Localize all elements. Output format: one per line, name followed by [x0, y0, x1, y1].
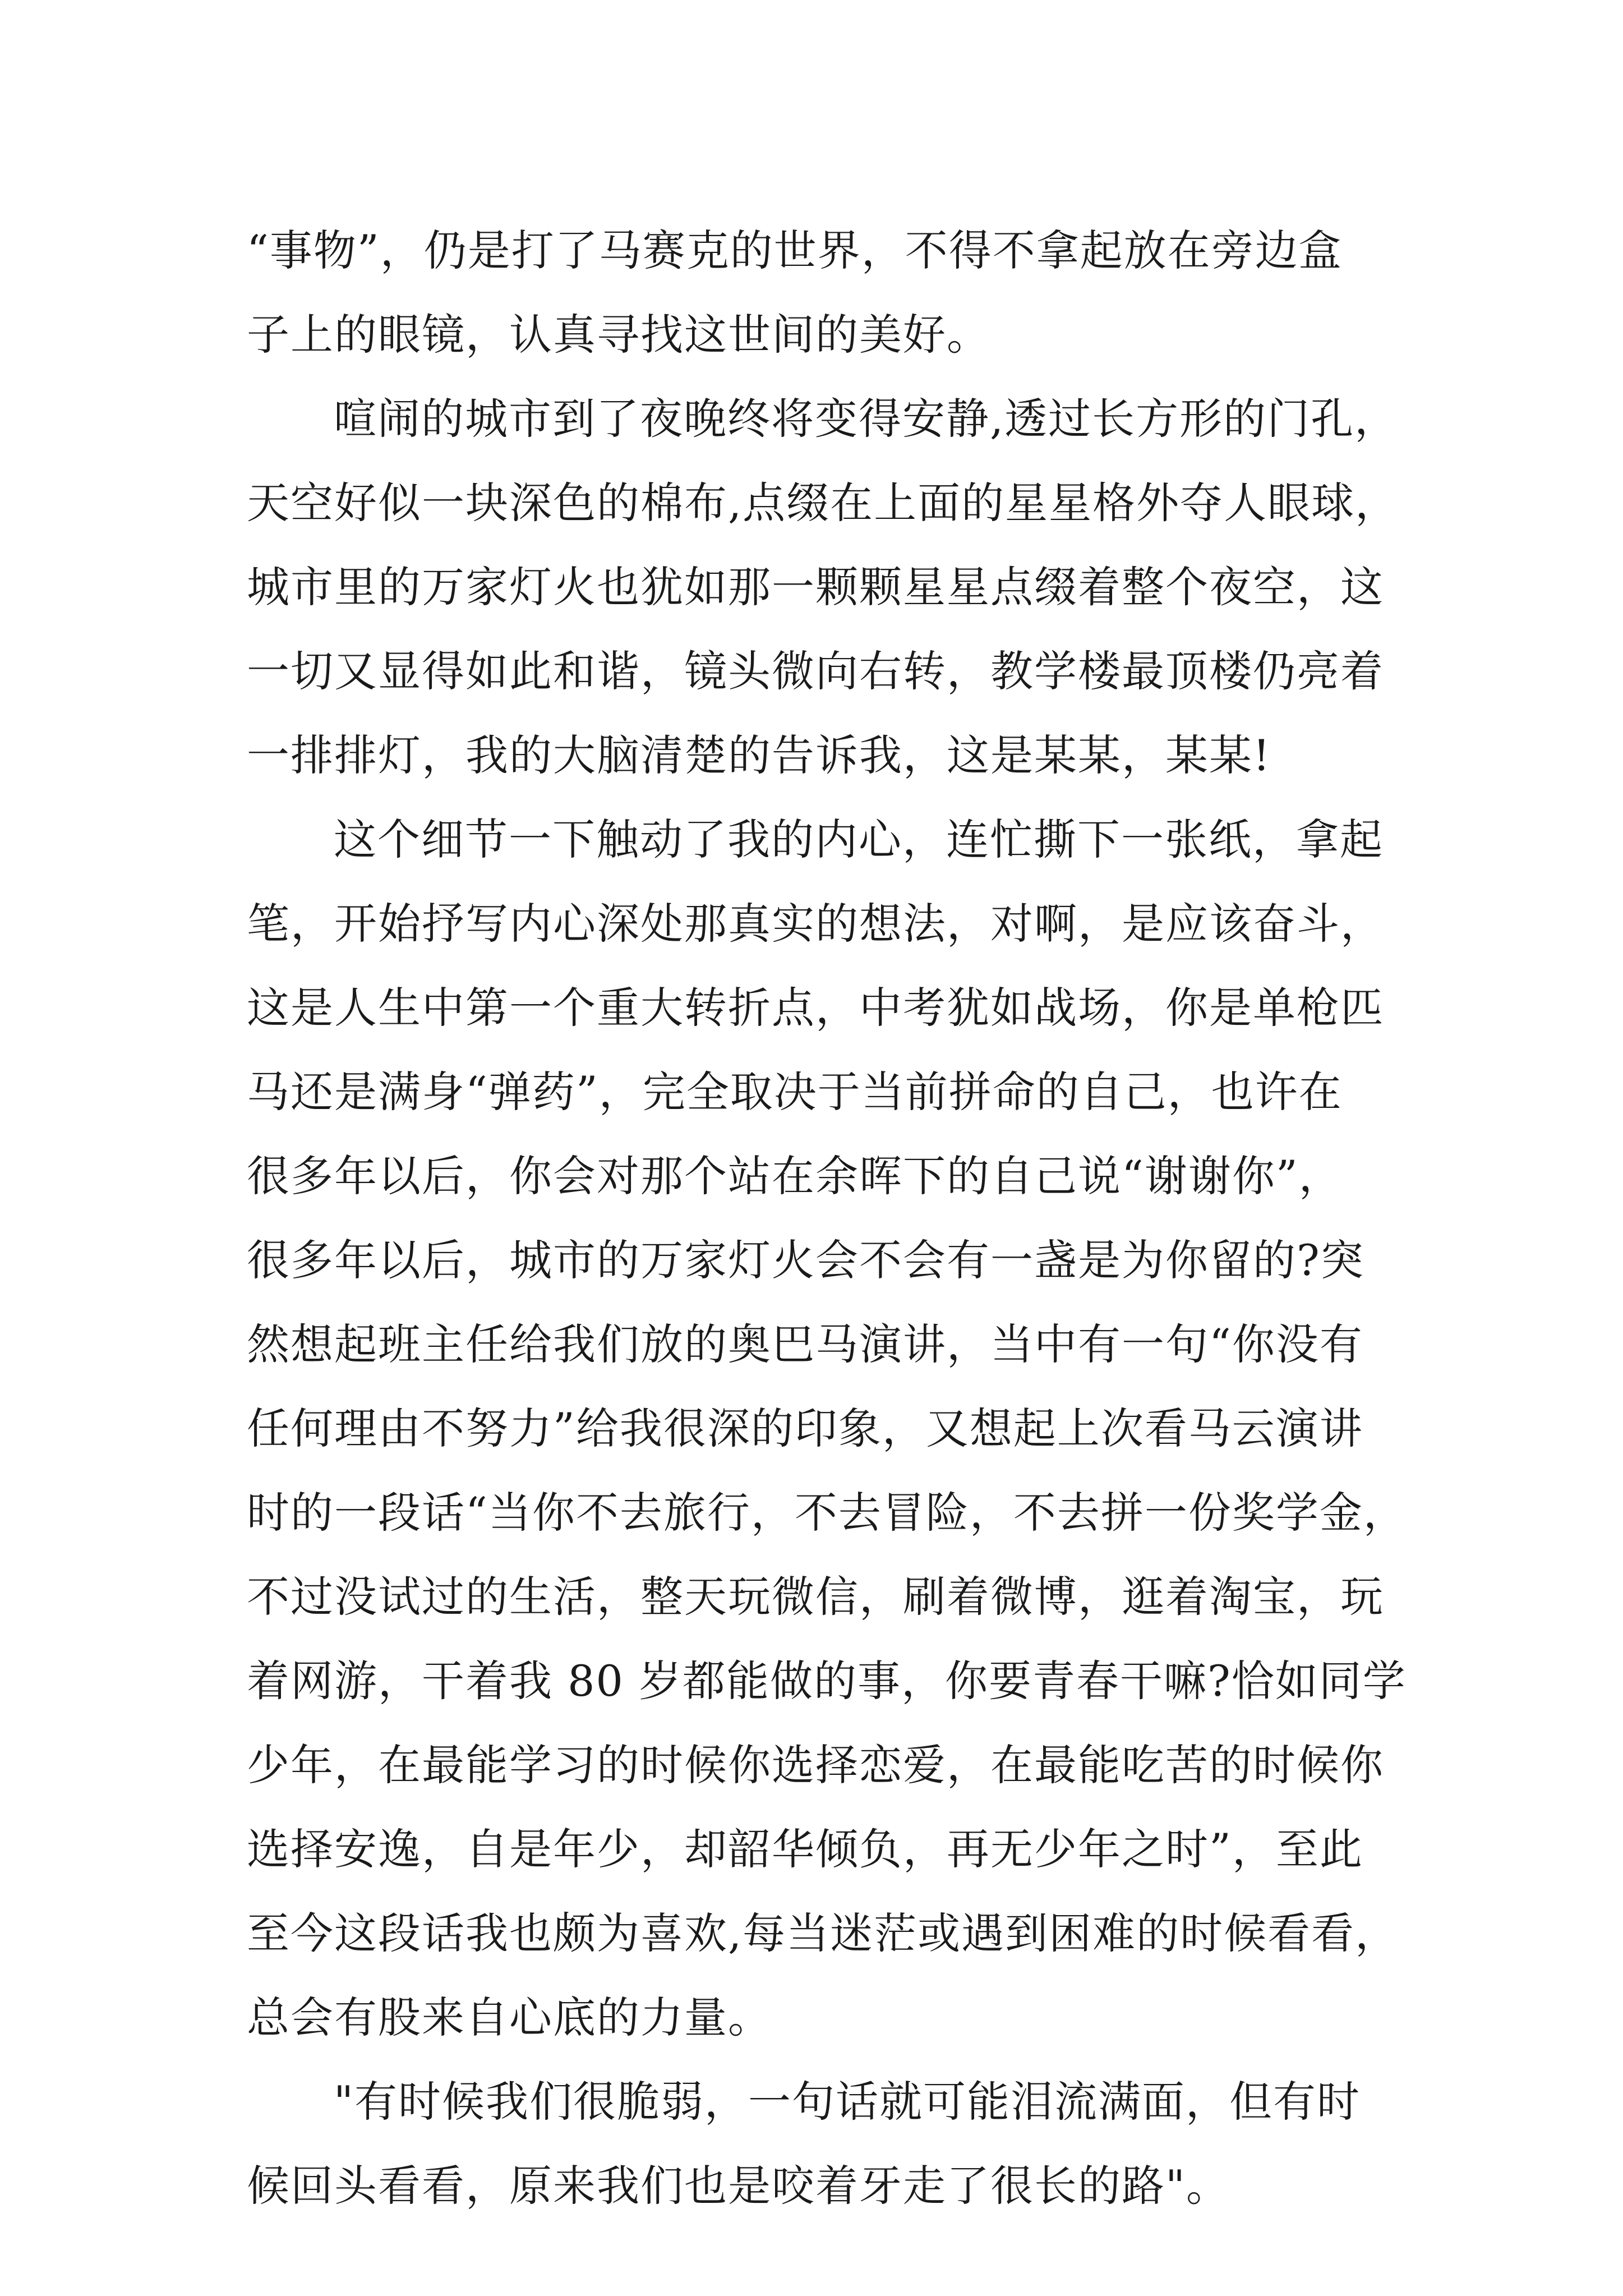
text-line: 一切又显得如此和谐，镜头微向右转，教学楼最顶楼仍亮着: [247, 646, 1384, 696]
paragraph-start-line: 这个细节一下触动了我的内心，连忙撕下一张纸，拿起: [334, 815, 1384, 864]
text-line: 选择安逸，自是年少，却韶华倾负，再无少年之时”，至此: [247, 1824, 1363, 1874]
paragraph-start-line: 喧闹的城市到了夜晚终将变得安静,透过长方形的门孔，: [334, 394, 1399, 444]
text-line: 马还是满身“弹药”，完全取决于当前拼命的自己，也许在: [247, 1067, 1343, 1117]
text-line: “事物”，仍是打了马赛克的世界，不得不拿起放在旁边盒: [247, 226, 1343, 275]
text-line: 候回头看看，原来我们也是咬着牙走了很长的路"。: [247, 2161, 1230, 2211]
text-line: 任何理由不努力”给我很深的印象，又想起上次看马云演讲: [247, 1404, 1363, 1453]
text-line: 一排排灯，我的大脑清楚的告诉我，这是某某，某某!: [247, 730, 1271, 780]
text-line: 然想起班主任给我们放的奥巴马演讲，当中有一句“你没有: [247, 1319, 1363, 1369]
essay-body: [247, 209, 1441, 2228]
text-line: 子上的眼镜，认真寻找这世间的美好。: [247, 310, 990, 360]
text-line: 时的一段话“当你不去旅行，不去冒险，不去拼一份奖学金，: [247, 1488, 1407, 1538]
text-line: 很多年以后，城市的万家灯火会不会有一盏是为你留的?突: [247, 1235, 1364, 1285]
text-line: 不过没试过的生活，整天玩微信，刷着微博，逛着淘宝，玩: [247, 1572, 1384, 1622]
text-line: 着网游，干着我 80 岁都能做的事，你要青春干嘛?恰如同学: [247, 1656, 1407, 1706]
paragraph-start-line: "有时候我们很脆弱，一句话就可能泪流满面，但有时: [334, 2077, 1361, 2127]
text-line: 天空好似一块深色的棉布,点缀在上面的星星格外夺人眼球，: [247, 478, 1399, 528]
text-line: 总会有股来自心底的力量。: [247, 1993, 772, 2042]
text-line: 至今这段话我也颇为喜欢,每当迷茫或遇到困难的时候看看，: [247, 1908, 1399, 1958]
text-line: 少年，在最能学习的时候你选择恋爱，在最能吃苦的时候你: [247, 1740, 1384, 1790]
text-line: 很多年以后，你会对那个站在余晖下的自己说“谢谢你”，: [247, 1151, 1343, 1201]
text-line: 这是人生中第一个重大转折点，中考犹如战场，你是单枪匹: [247, 983, 1384, 1033]
text-line: 城市里的万家灯火也犹如那一颗颗星星点缀着整个夜空，这: [247, 562, 1384, 612]
text-line: 笔，开始抒写内心深处那真实的想法，对啊，是应该奋斗，: [247, 899, 1384, 949]
